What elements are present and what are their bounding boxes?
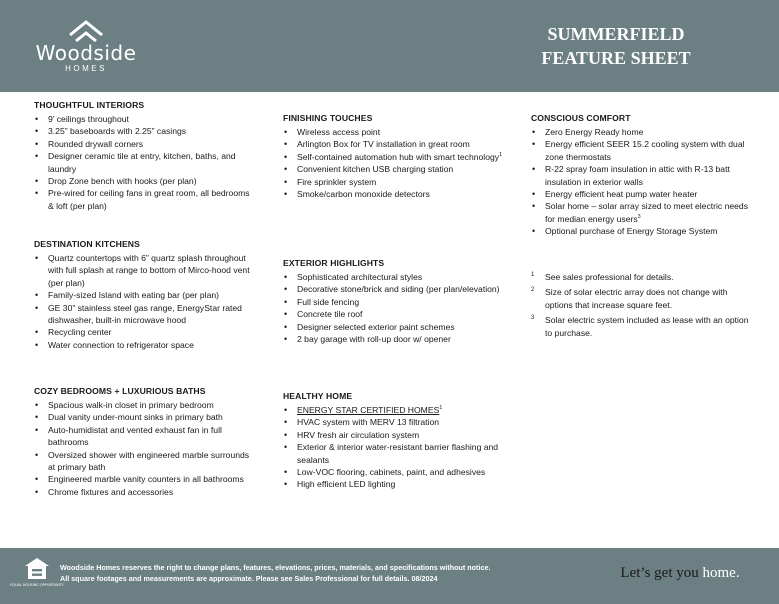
section-thoughtful-interiors <box>34 100 256 212</box>
list-item: • Exterior & interior water-resistant barrier flashing and sealants <box>283 441 505 466</box>
list-item: • Drop Zone bench with hooks (per plan) <box>34 175 256 187</box>
section-destination-kitchens <box>34 239 256 351</box>
list-item: • Chrome fixtures and accessories <box>34 486 256 498</box>
list-item: • Low-VOC flooring, cabinets, paint, and adhesives <box>283 466 505 478</box>
list-item: • Engineered marble vanity counters in all bathrooms <box>34 473 256 485</box>
footnote-text: See sales professional for details. <box>545 272 674 282</box>
list-item: • Pre-wired for ceiling fans in great room, all bedrooms & loft (per plan) <box>34 187 256 212</box>
feature-list <box>283 271 505 345</box>
section-title: HEALTHY HOME <box>283 391 353 401</box>
list-item <box>283 404 505 416</box>
section-conscious-comfort <box>531 113 753 238</box>
list-item: • 2 bay garage with roll-up door w/ opener <box>283 333 505 345</box>
list-item: • Smoke/carbon monoxide detectors <box>283 188 505 200</box>
feature-list <box>531 126 753 238</box>
list-item: • Energy efficient heat pump water heater <box>531 188 753 200</box>
list-item: • Rounded drywall corners <box>34 138 256 150</box>
list-item: • Wireless access point <box>283 126 505 138</box>
footnotes <box>531 271 753 342</box>
section-title: FINISHING TOUCHES <box>283 113 373 123</box>
list-item: • Designer selected exterior paint schemes <box>283 321 505 333</box>
footnote-ref: 3 <box>637 213 641 220</box>
brand-name: Woodside <box>35 41 137 65</box>
section-finishing-touches <box>283 113 505 200</box>
list-item: • Arlington Box for TV installation in great room <box>283 138 505 150</box>
list-item: • Optional purchase of Energy Storage System <box>531 225 753 237</box>
list-item: • 3.25” baseboards with 2.25” casings <box>34 125 256 137</box>
section-healthy-home <box>283 391 505 491</box>
feature-list <box>283 126 505 200</box>
list-item: • Sophisticated architectural styles <box>283 271 505 283</box>
list-item: • Decorative stone/brick and siding (per plan/elevation) <box>283 283 505 295</box>
list-item: • Dual vanity under-mount sinks in primary bath <box>34 411 256 423</box>
footnote-item <box>531 271 753 283</box>
footnote-number: 3 <box>531 315 535 322</box>
footnote-text: Solar electric system included as lease with an option to purchase. <box>545 315 749 338</box>
list-item: • Spacious walk-in closet in primary bedroom <box>34 399 256 411</box>
eho-label: EQUAL HOUSING OPPORTUNITY <box>10 583 64 587</box>
footnote-text: Size of solar electric array does not change with options that increase square feet. <box>545 287 728 310</box>
section-title: EXTERIOR HIGHLIGHTS <box>283 258 385 268</box>
feature-list <box>34 399 256 498</box>
feature-list <box>34 252 256 351</box>
list-item: • Water connection to refrigerator space <box>34 339 256 351</box>
list-item: • HVAC system with MERV 13 filtration <box>283 416 505 428</box>
header-banner <box>0 0 779 92</box>
section-title: CONSCIOUS COMFORT <box>531 113 631 123</box>
list-item: • Full side fencing <box>283 296 505 308</box>
feature-list <box>34 113 256 212</box>
list-item: • Family-sized Island with eating bar (per plan) <box>34 289 256 301</box>
page-title <box>505 22 727 70</box>
list-item: • R-22 spray foam insulation in attic with R-13 batt insulation in exterior walls <box>531 163 753 188</box>
list-item: • Auto-humidistat and vented exhaust fan in full bathrooms <box>34 424 256 449</box>
footnote-ref: 1 <box>439 405 443 412</box>
section-title: THOUGHTFUL INTERIORS <box>34 100 145 110</box>
footnote-number: 1 <box>531 272 535 278</box>
list-item: • Energy efficient SEER 15.2 cooling system with dual zone thermostats <box>531 138 753 163</box>
tagline-prefix: Let’s get you <box>620 565 703 581</box>
title-line-2: FEATURE SHEET <box>541 48 691 68</box>
energy-star-link: ENERGY STAR CERTIFIED HOMES <box>297 405 440 415</box>
title-line-1: SUMMERFIELD <box>547 24 685 44</box>
list-item <box>283 151 505 163</box>
list-item: • 9’ ceilings throughout <box>34 113 256 125</box>
woodside-logo <box>30 20 142 74</box>
list-item: • Recycling center <box>34 326 256 338</box>
house-roof-icon <box>69 20 103 42</box>
list-item: • HRV fresh air circulation system <box>283 429 505 441</box>
feature-list <box>283 404 505 491</box>
list-item: • High efficient LED lighting <box>283 478 505 490</box>
tagline <box>600 565 760 582</box>
list-item-text: Solar home – solar array sized to meet electric needs for median energy users <box>545 201 749 224</box>
list-item: • Zero Energy Ready home <box>531 126 753 138</box>
footer-banner <box>0 548 779 604</box>
list-item: • Concrete tile roof <box>283 308 505 320</box>
list-item <box>531 200 753 225</box>
list-item: • Oversized shower with engineered marble surrounds at primary bath <box>34 449 256 474</box>
list-item: • Quartz countertops with 6” quartz splash throughout with full splash at range to bottom of Mirco-hood vent (per plan) <box>34 252 256 289</box>
section-title: DESTINATION KITCHENS <box>34 239 140 249</box>
list-item-text: Self-contained automation hub with smart technology <box>297 151 500 162</box>
tagline-emphasis: home. <box>702 565 740 581</box>
brand-sub: HOMES <box>65 64 107 73</box>
list-item: • Designer ceramic tile at entry, kitchen, baths, and laundry <box>34 150 256 175</box>
section-cozy-bedrooms <box>34 386 256 498</box>
section-exterior-highlights <box>283 258 505 345</box>
disclaimer-text: Woodside Homes reserves the right to change plans, features, elevations, prices, materials, and specifications without notice. All square footages and measurements are approximate. Please see Sales Professional for full details. 08/2024 <box>60 563 491 583</box>
footnote-item <box>531 286 753 311</box>
list-item: • Convenient kitchen USB charging station <box>283 163 505 175</box>
footnote-item <box>531 314 753 339</box>
equal-housing-icon <box>10 557 64 591</box>
list-item: • Fire sprinkler system <box>283 176 505 188</box>
list-item: • GE 30” stainless steel gas range, EnergyStar rated dishwasher, built-in microwave hood <box>34 302 256 327</box>
footnote-number: 2 <box>531 287 535 294</box>
footnote-ref: 1 <box>499 151 503 158</box>
section-title: COZY BEDROOMS + LUXURIOUS BATHS <box>34 386 206 396</box>
